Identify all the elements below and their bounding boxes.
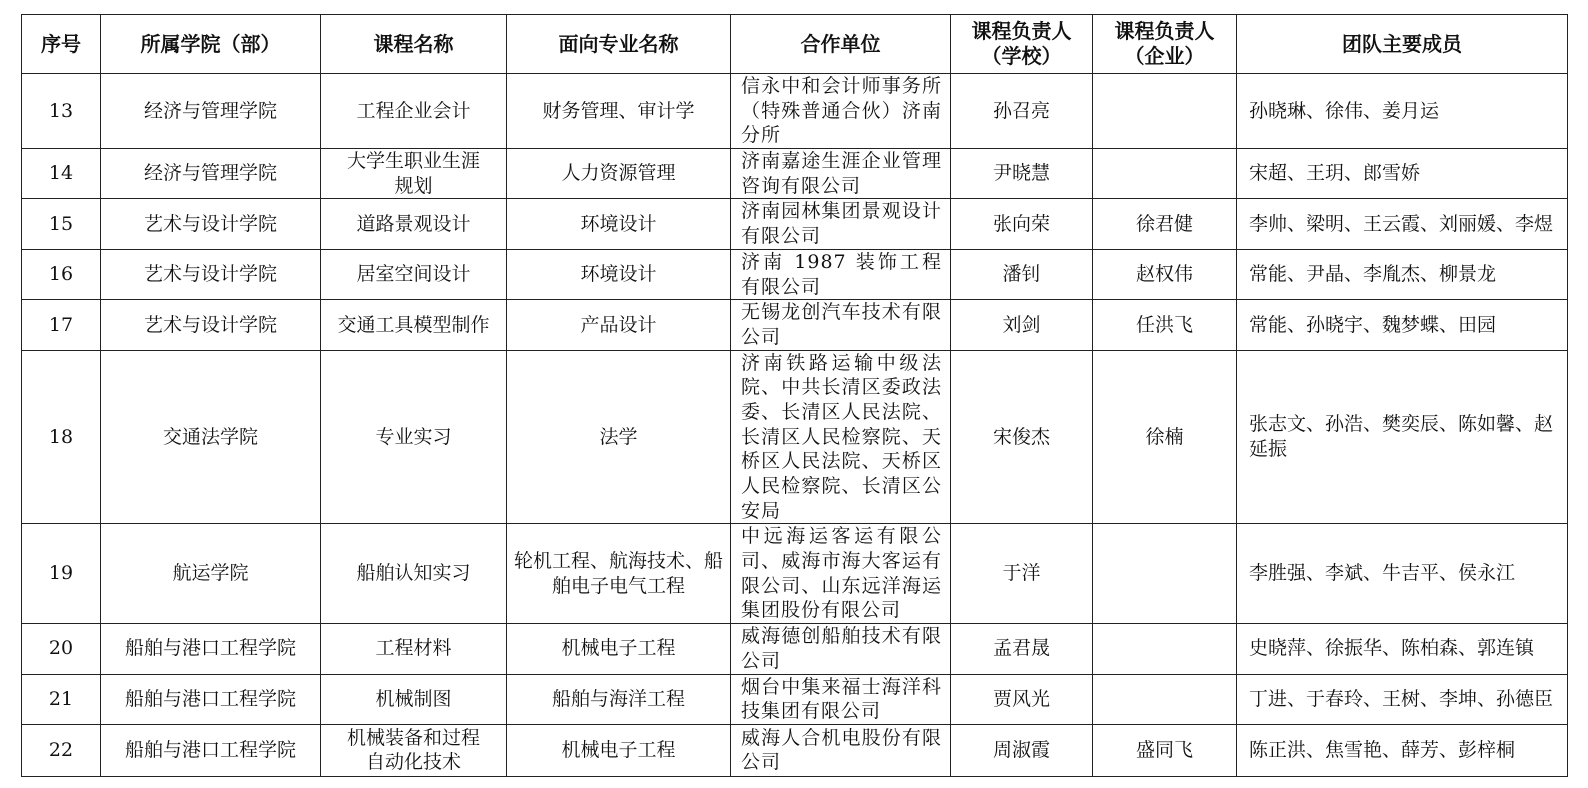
row-course: 工程材料 [321, 624, 507, 674]
row-members: 张志文、孙浩、樊奕辰、陈如馨、赵延振 [1237, 350, 1568, 524]
row-lead-school: 贾风光 [951, 674, 1093, 724]
table-row [22, 149, 1568, 199]
table-row [22, 249, 1568, 299]
table-row [22, 300, 1568, 350]
header-course: 课程名称 [321, 15, 507, 74]
row-lead-school: 张向荣 [951, 199, 1093, 249]
table-row [22, 524, 1568, 624]
row-members: 常能、孙晓宇、魏梦蝶、田园 [1237, 300, 1568, 350]
row-index: 15 [22, 199, 101, 249]
header-partner: 合作单位 [731, 15, 951, 74]
header-major: 面向专业名称 [507, 15, 731, 74]
row-college: 航运学院 [101, 524, 321, 624]
row-major: 产品设计 [507, 300, 731, 350]
row-course: 专业实习 [321, 350, 507, 524]
table-row [22, 624, 1568, 674]
row-partner: 济南 1987 装饰工程有限公司 [731, 249, 951, 299]
row-major: 机械电子工程 [507, 724, 731, 776]
row-college: 船舶与港口工程学院 [101, 674, 321, 724]
row-lead-school: 于洋 [951, 524, 1093, 624]
row-lead-company [1093, 524, 1237, 624]
row-lead-school: 潘钊 [951, 249, 1093, 299]
row-major: 环境设计 [507, 249, 731, 299]
row-lead-school: 尹晓慧 [951, 149, 1093, 199]
row-lead-school: 宋俊杰 [951, 350, 1093, 524]
row-partner: 威海德创船舶技术有限公司 [731, 624, 951, 674]
row-college: 船舶与港口工程学院 [101, 624, 321, 674]
row-course: 机械制图 [321, 674, 507, 724]
table-row [22, 199, 1568, 249]
row-course: 船舶认知实习 [321, 524, 507, 624]
header-lead-school: 课程负责人（学校） [951, 15, 1093, 74]
row-lead-company [1093, 624, 1237, 674]
row-major: 财务管理、审计学 [507, 74, 731, 149]
row-college: 艺术与设计学院 [101, 199, 321, 249]
row-partner: 济南嘉途生涯企业管理咨询有限公司 [731, 149, 951, 199]
row-course: 居室空间设计 [321, 249, 507, 299]
header-row [22, 15, 1568, 74]
row-index: 17 [22, 300, 101, 350]
row-members: 陈正洪、焦雪艳、薛芳、彭梓桐 [1237, 724, 1568, 776]
header-members: 团队主要成员 [1237, 15, 1568, 74]
row-partner: 信永中和会计师事务所（特殊普通合伙）济南分所 [731, 74, 951, 149]
row-members: 孙晓琳、徐伟、姜月运 [1237, 74, 1568, 149]
row-members: 常能、尹晶、李胤杰、柳景龙 [1237, 249, 1568, 299]
table-row [22, 674, 1568, 724]
table-row [22, 74, 1568, 149]
row-major: 机械电子工程 [507, 624, 731, 674]
course-table [21, 14, 1568, 777]
row-partner: 济南园林集团景观设计有限公司 [731, 199, 951, 249]
row-college: 经济与管理学院 [101, 74, 321, 149]
row-lead-company: 任洪飞 [1093, 300, 1237, 350]
row-index: 21 [22, 674, 101, 724]
row-course: 工程企业会计 [321, 74, 507, 149]
row-lead-company: 徐君健 [1093, 199, 1237, 249]
header-college: 所属学院（部） [101, 15, 321, 74]
row-lead-company: 赵权伟 [1093, 249, 1237, 299]
header-lead-company: 课程负责人（企业） [1093, 15, 1237, 74]
row-members: 史晓萍、徐振华、陈柏森、郭连镇 [1237, 624, 1568, 674]
row-lead-school: 刘剑 [951, 300, 1093, 350]
row-members: 丁进、于春玲、王树、李坤、孙德臣 [1237, 674, 1568, 724]
row-course: 道路景观设计 [321, 199, 507, 249]
row-index: 22 [22, 724, 101, 776]
row-major: 人力资源管理 [507, 149, 731, 199]
row-major: 轮机工程、航海技术、船舶电子电气工程 [507, 524, 731, 624]
row-partner: 中远海运客运有限公司、威海市海大客运有限公司、山东远洋海运集团股份有限公司 [731, 524, 951, 624]
row-index: 20 [22, 624, 101, 674]
row-members: 宋超、王玥、郎雪娇 [1237, 149, 1568, 199]
row-members: 李胜强、李斌、牛吉平、侯永江 [1237, 524, 1568, 624]
table-row [22, 350, 1568, 524]
header-index: 序号 [22, 15, 101, 74]
row-index: 13 [22, 74, 101, 149]
row-course: 机械装备和过程自动化技术 [321, 724, 507, 776]
row-members: 李帅、梁明、王云霞、刘丽媛、李煜 [1237, 199, 1568, 249]
row-lead-company [1093, 74, 1237, 149]
row-course: 大学生职业生涯规划 [321, 149, 507, 199]
row-lead-company: 盛同飞 [1093, 724, 1237, 776]
row-index: 18 [22, 350, 101, 524]
row-college: 经济与管理学院 [101, 149, 321, 199]
row-college: 交通法学院 [101, 350, 321, 524]
row-lead-school: 孟君晟 [951, 624, 1093, 674]
row-college: 艺术与设计学院 [101, 300, 321, 350]
row-major: 法学 [507, 350, 731, 524]
row-lead-company [1093, 674, 1237, 724]
row-major: 船舶与海洋工程 [507, 674, 731, 724]
row-partner: 烟台中集来福士海洋科技集团有限公司 [731, 674, 951, 724]
row-index: 16 [22, 249, 101, 299]
row-index: 19 [22, 524, 101, 624]
row-partner: 威海人合机电股份有限公司 [731, 724, 951, 776]
row-partner: 无锡龙创汽车技术有限公司 [731, 300, 951, 350]
row-college: 艺术与设计学院 [101, 249, 321, 299]
row-lead-company: 徐楠 [1093, 350, 1237, 524]
table-row [22, 724, 1568, 776]
row-index: 14 [22, 149, 101, 199]
row-college: 船舶与港口工程学院 [101, 724, 321, 776]
row-lead-school: 周淑霞 [951, 724, 1093, 776]
row-lead-school: 孙召亮 [951, 74, 1093, 149]
row-course: 交通工具模型制作 [321, 300, 507, 350]
row-lead-company [1093, 149, 1237, 199]
row-partner: 济南铁路运输中级法院、中共长清区委政法委、长清区人民法院、长清区人民检察院、天桥区人民法院、天桥区人民检察院、长清区公安局 [731, 350, 951, 524]
row-major: 环境设计 [507, 199, 731, 249]
